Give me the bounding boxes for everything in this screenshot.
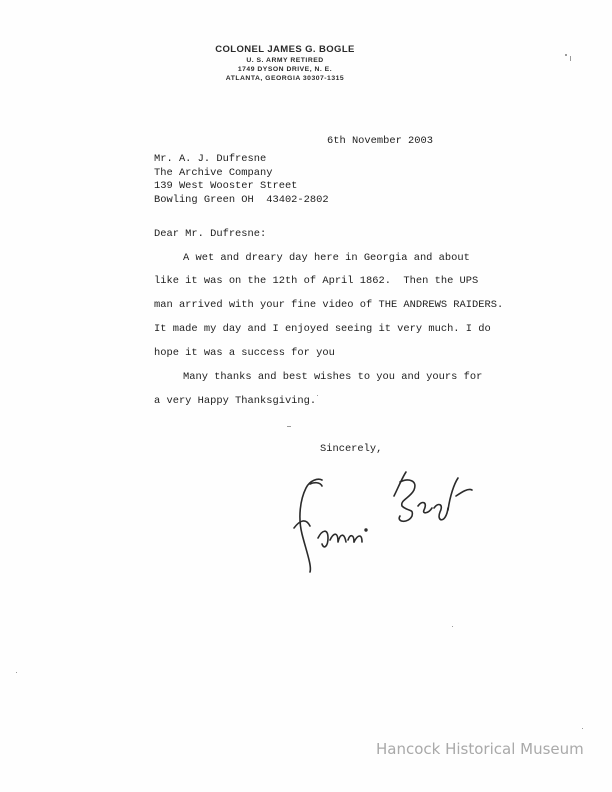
letter-date: 6th November 2003: [327, 135, 434, 147]
letterhead-street: 1749 DYSON DRIVE, N. E.: [237, 66, 333, 73]
letterhead-name: COLONEL JAMES G. BOGLE: [215, 44, 355, 55]
salutation: Dear Mr. Dufresne:: [154, 228, 267, 240]
recipient-company: The Archive Company: [154, 166, 273, 179]
letterhead-city: ATLANTA, GEORGIA 30307-1315: [225, 75, 345, 82]
handwritten-signature: [288, 462, 493, 574]
scan-speck: [16, 672, 17, 673]
scan-speck: [452, 626, 453, 627]
scan-speck: [317, 395, 318, 396]
recipient-street: 139 West Wooster Street: [154, 180, 298, 193]
body-line: Many thanks and best wishes to you and yours for: [183, 371, 483, 383]
recipient-city: Bowling Green OH 43402-2802: [154, 193, 329, 206]
scan-speck: [565, 54, 567, 56]
recipient-name: Mr. A. J. Dufresne: [154, 153, 267, 165]
body-line: It made my day and I enjoyed seeing it very much. I do: [154, 323, 491, 335]
body-line: A wet and dreary day here in Georgia and about: [183, 252, 470, 264]
scan-speck: [582, 728, 583, 729]
museum-watermark: Hancock Historical Museum: [376, 740, 584, 758]
scan-speck: [287, 426, 291, 427]
scan-speck: [570, 56, 571, 61]
body-line: a very Happy Thanksgiving.: [154, 395, 317, 407]
letterhead: [190, 44, 380, 83]
body-line: hope it was a success for you: [154, 347, 335, 359]
body-line: man arrived with your fine video of THE ANDREWS RAIDERS.: [154, 299, 504, 311]
letterhead-rank: U. S. ARMY RETIRED: [246, 57, 324, 64]
body-line: like it was on the 12th of April 1862. Then the UPS: [154, 275, 479, 287]
closing: Sincerely,: [320, 443, 383, 455]
recipient-address: [154, 153, 329, 207]
